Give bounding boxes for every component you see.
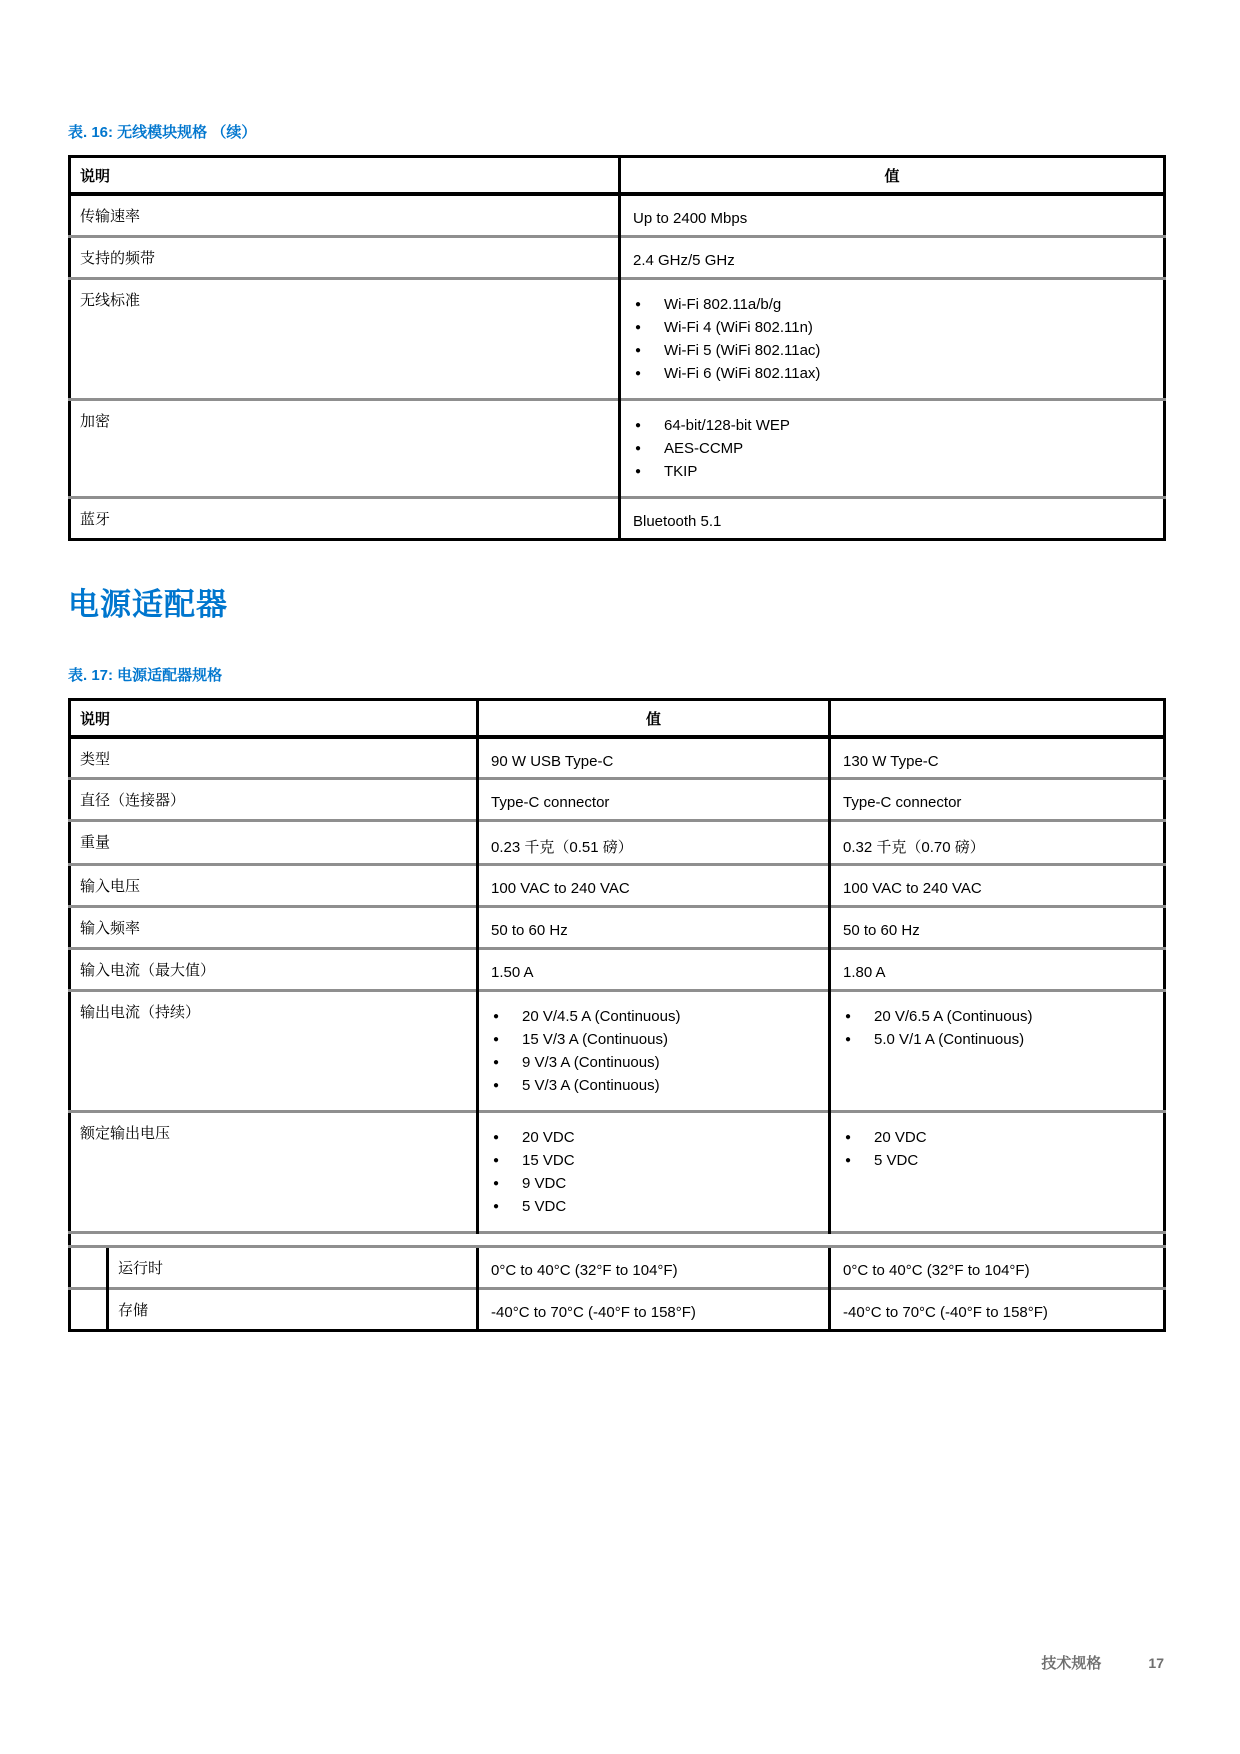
bullet-item: ● 20 V/6.5 A (Continuous) — [832, 1005, 1162, 1028]
table-row — [70, 865, 1165, 907]
table-row — [70, 1112, 1165, 1233]
bullet-item: ● 5 VDC — [832, 1149, 1162, 1172]
spec-value-cell: -40°C to 70°C (-40°F to 158°F) — [830, 1289, 1165, 1331]
bullet-item: ● 64-bit/128-bit WEP — [622, 414, 1162, 437]
indent-cell — [70, 1289, 108, 1331]
column-header-value2 — [830, 699, 1165, 737]
spec-value-cell: Bluetooth 5.1 — [620, 497, 1165, 539]
table-row — [70, 821, 1165, 865]
bullet-item: ● 9 V/3 A (Continuous) — [480, 1051, 827, 1074]
spec-value-cell — [620, 278, 1165, 399]
table-row — [70, 278, 1165, 399]
spec-value-cell — [478, 1112, 830, 1233]
spec-label-cell: 支持的频带 — [70, 236, 620, 278]
column-header-value: 值 — [620, 157, 1165, 195]
wireless-module-table — [68, 155, 1166, 541]
table-row — [70, 497, 1165, 539]
table-row — [70, 737, 1165, 779]
bullet-item: ● 5.0 V/1 A (Continuous) — [832, 1028, 1162, 1051]
bullet-item: ● Wi-Fi 5 (WiFi 802.11ac) — [622, 339, 1162, 362]
spec-label-cell: 输入电流（最大值） — [70, 949, 478, 991]
bullet-item: ● 5 VDC — [480, 1195, 827, 1218]
table-row — [70, 399, 1165, 497]
spec-value-cell — [830, 1112, 1165, 1233]
power-adapter-table — [68, 698, 1166, 1333]
bullet-item: ● Wi-Fi 4 (WiFi 802.11n) — [622, 316, 1162, 339]
spec-label-cell: 直径（连接器） — [70, 779, 478, 821]
bullet-item: ● TKIP — [622, 460, 1162, 483]
spec-value-cell: 90 W USB Type-C — [478, 737, 830, 779]
spec-value-cell: 50 to 60 Hz — [478, 907, 830, 949]
page-content — [68, 0, 1163, 1332]
bullet-list — [622, 414, 1162, 483]
spec-value-cell: 0.32 千克（0.70 磅） — [830, 821, 1165, 865]
spec-value-cell: 2.4 GHz/5 GHz — [620, 236, 1165, 278]
spec-value-cell: 0.23 千克（0.51 磅） — [478, 821, 830, 865]
spec-value-cell — [478, 991, 830, 1112]
spec-value-cell: 1.80 A — [830, 949, 1165, 991]
spec-value-cell: 50 to 60 Hz — [830, 907, 1165, 949]
spec-label-cell: 无线标准 — [70, 278, 620, 399]
bullet-list — [480, 1126, 827, 1218]
bullet-item: ● 20 VDC — [832, 1126, 1162, 1149]
spec-label-cell: 输入频率 — [70, 907, 478, 949]
spacer-row — [70, 1233, 1165, 1247]
bullet-item: ● 5 V/3 A (Continuous) — [480, 1074, 827, 1097]
spec-value-cell: Type-C connector — [830, 779, 1165, 821]
spec-label-cell: 类型 — [70, 737, 478, 779]
footer-page-number: 17 — [1148, 1655, 1164, 1671]
table17-caption: 表. 17: 电源适配器规格 — [68, 666, 223, 684]
bullet-item: ● 9 VDC — [480, 1172, 827, 1195]
table-row — [70, 991, 1165, 1112]
column-header-description: 说明 — [70, 157, 620, 195]
column-header-value: 值 — [478, 699, 830, 737]
section-heading-power-adapter: 电源适配器 — [68, 586, 228, 622]
spec-value-cell: 100 VAC to 240 VAC — [830, 865, 1165, 907]
spec-value-cell: 100 VAC to 240 VAC — [478, 865, 830, 907]
table-header-row — [70, 699, 1165, 737]
bullet-item: ● 20 V/4.5 A (Continuous) — [480, 1005, 827, 1028]
bullet-list — [480, 1005, 827, 1097]
spacer-cell — [70, 1233, 1165, 1247]
bullet-list — [832, 1126, 1162, 1172]
spec-label-cell: 蓝牙 — [70, 497, 620, 539]
spec-label-cell: 输入电压 — [70, 865, 478, 907]
table16-caption: 表. 16: 无线模块规格 （续） — [68, 124, 257, 141]
table-row — [70, 949, 1165, 991]
spec-value-cell: 1.50 A — [478, 949, 830, 991]
table-row — [70, 1289, 1165, 1331]
table-row — [70, 907, 1165, 949]
table-header-row — [70, 157, 1165, 195]
spec-label-cell: 存储 — [108, 1289, 478, 1331]
spec-label-cell: 重量 — [70, 821, 478, 865]
table-row — [70, 194, 1165, 236]
spec-value-cell: -40°C to 70°C (-40°F to 158°F) — [478, 1289, 830, 1331]
bullet-item: ● 20 VDC — [480, 1126, 827, 1149]
table-row — [70, 236, 1165, 278]
bullet-item: ● 15 V/3 A (Continuous) — [480, 1028, 827, 1051]
spec-label-cell: 额定输出电压 — [70, 1112, 478, 1233]
spec-value-cell — [830, 991, 1165, 1112]
table-row — [70, 779, 1165, 821]
bullet-list — [832, 1005, 1162, 1051]
bullet-list — [622, 293, 1162, 385]
spec-label-cell: 加密 — [70, 399, 620, 497]
spec-value-cell: Up to 2400 Mbps — [620, 194, 1165, 236]
indent-cell — [70, 1247, 108, 1289]
spec-label-cell: 输出电流（持续） — [70, 991, 478, 1112]
spec-value-cell: Type-C connector — [478, 779, 830, 821]
bullet-item: ● AES-CCMP — [622, 437, 1162, 460]
page-footer — [1041, 1652, 1164, 1673]
spec-label-cell: 运行时 — [108, 1247, 478, 1289]
footer-section-label: 技术规格 — [1041, 1655, 1102, 1672]
spec-value-cell: 130 W Type-C — [830, 737, 1165, 779]
bullet-item: ● 15 VDC — [480, 1149, 827, 1172]
spec-label-cell: 传输速率 — [70, 194, 620, 236]
bullet-item: ● Wi-Fi 802.11a/b/g — [622, 293, 1162, 316]
table-row — [70, 1247, 1165, 1289]
spec-value-cell — [620, 399, 1165, 497]
spec-value-cell: 0°C to 40°C (32°F to 104°F) — [478, 1247, 830, 1289]
bullet-item: ● Wi-Fi 6 (WiFi 802.11ax) — [622, 362, 1162, 385]
spec-value-cell: 0°C to 40°C (32°F to 104°F) — [830, 1247, 1165, 1289]
column-header-description: 说明 — [70, 699, 478, 737]
